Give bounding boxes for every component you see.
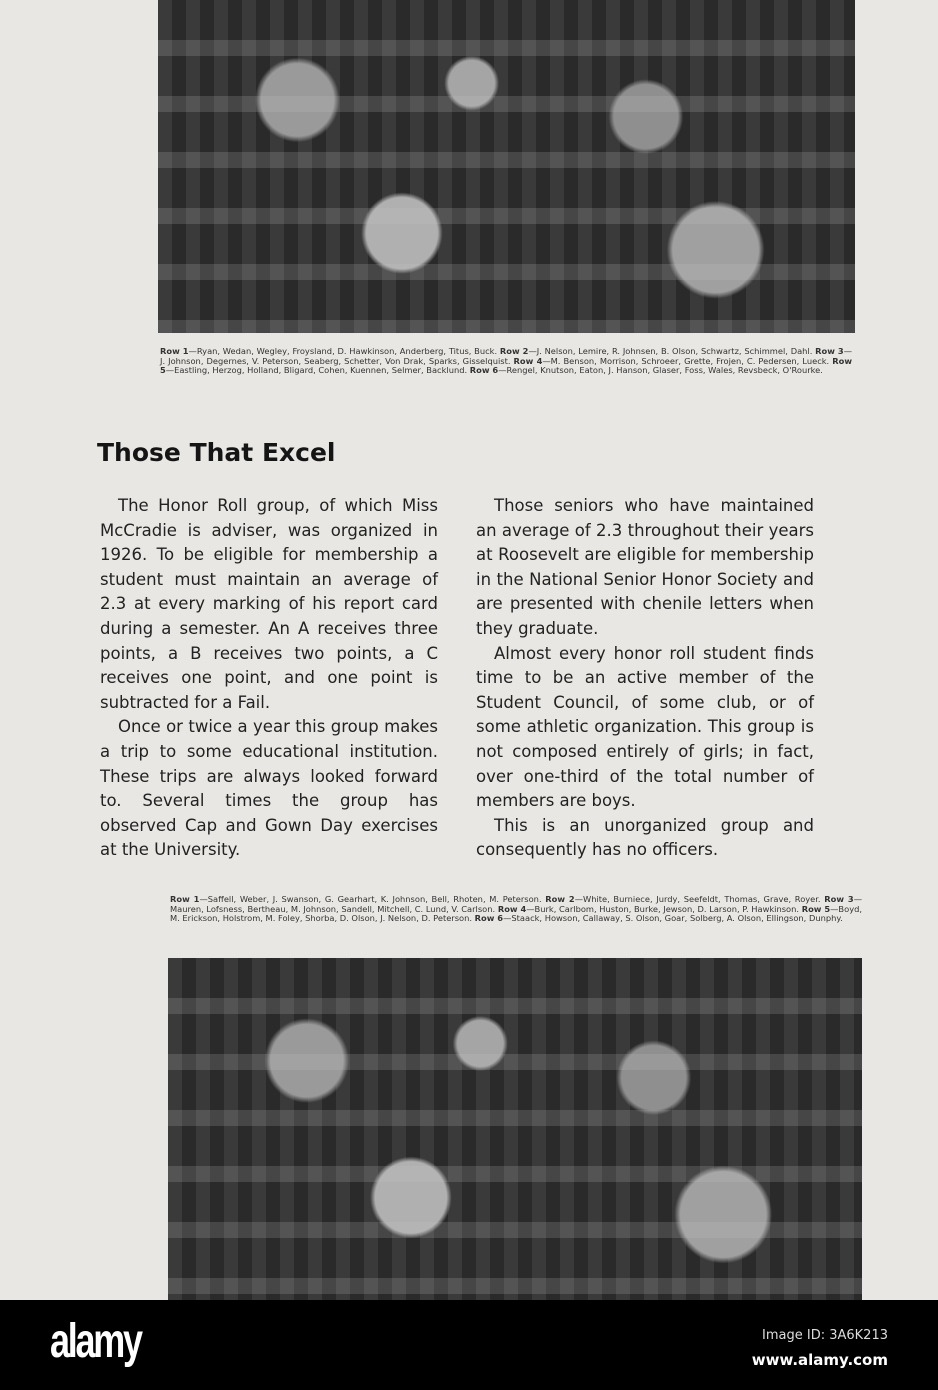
image-id: Image ID: 3A6K213 (762, 1328, 888, 1343)
row-label: Row 5 (160, 355, 852, 375)
paragraph: Those seniors who have maintained an average of 2.3 throughout their years at Roosevelt are eligible for membership in the National Senior Honor Society and are presented with chenile letters when they graduate. (476, 496, 814, 638)
row-label: Row 5 (801, 903, 831, 914)
row-label: Row 6 (474, 913, 504, 923)
right-column-text (476, 494, 814, 863)
row-label: Row 2 (499, 346, 529, 356)
row-names: —Staack, Howson, Callaway, S. Olson, Goar, Solberg, A. Olson, Ellingson, Dunphy. (503, 913, 843, 923)
row-label: Row 2 (545, 894, 575, 904)
row-names: —White, Burniece, Jurdy, Seefeldt, Thomas, Grave, Royer. (574, 894, 825, 904)
row-names: —Saffell, Weber, J. Swanson, G. Gearhart, K. Johnson, Bell, Rhoten, M. Peterson. (199, 894, 546, 904)
top-photo-caption (160, 347, 852, 376)
row-label: Row 4 (513, 355, 543, 366)
paragraph: This is an unorganized group and consequently has no officers. (476, 815, 814, 860)
watermark-footer (0, 1300, 938, 1390)
row-label: Row 3 (824, 894, 854, 904)
row-names: —Ryan, Wedan, Wegley, Froysland, D. Hawkinson, Anderberg, Titus, Buck. (188, 346, 500, 356)
row-names: —Boyd, M. Erickson, Holstrom, M. Foley, Shorba, D. Olson, J. Nelson, D. Peterson. (170, 903, 863, 923)
row-names: —Eastling, Herzog, Holland, Bligard, Cohen, Kuennen, Selmer, Backlund. (165, 365, 470, 375)
group-photo-top (158, 0, 855, 333)
paragraph: The Honor Roll group, of which Miss McCradie is adviser, was organized in 1926. To be eligible for membership a student must maintain an average of 2.3 at every marking of his report card during a semester. An A receives three points, a B receives two points, a C receives one point, and one point is subtracted for a Fail. (100, 496, 438, 712)
left-column-text (100, 494, 438, 863)
group-photo-bottom (168, 958, 862, 1300)
paragraph: Almost every honor roll student finds time to be an active member of the Student Council, of some club, or of some athletic organization. This group is not composed entirely of girls; in fact, over one-third of the total number of members are boys. (476, 643, 814, 811)
row-names: —Rengel, Knutson, Eaton, J. Hanson, Glaser, Foss, Wales, Revsbeck, O'Rourke. (498, 365, 823, 375)
paragraph: Once or twice a year this group makes a trip to some educational institution. These trips are always looked forward to. Several times the group has observed Cap and Gown Day exercises at the University. (100, 717, 438, 860)
row-names: —Mauren, Lofsness, Bertheau, M. Johnson, Sandell, Mitchell, C. Lund, V. Carlson. (170, 894, 862, 914)
row-label: Row 6 (469, 365, 499, 375)
row-label: Row 1 (160, 346, 189, 356)
bottom-photo-caption (170, 895, 862, 924)
alamy-logo: alamy (50, 1315, 141, 1368)
row-label: Row 4 (497, 903, 527, 914)
row-names: —M. Benson, Morrison, Schroeer, Grette, Frojen, C. Pedersen, Lueck. (542, 355, 833, 366)
row-names: —Burk, Carlbom, Huston, Burke, Jewson, D. Larson, P. Hawkinson. (526, 903, 802, 914)
site-url: www.alamy.com (751, 1351, 888, 1369)
row-names: —J. Johnson, Degernes, V. Peterson, Seaberg, Schetter, Von Drak, Sparks, Gisselquist. (160, 346, 852, 366)
row-label: Row 1 (170, 894, 200, 904)
page-title: Those That Excel (97, 438, 336, 467)
row-label: Row 3 (815, 346, 844, 356)
row-names: —J. Nelson, Lemire, R. Johnsen, B. Olson, Schwartz, Schimmel, Dahl. (528, 346, 816, 356)
